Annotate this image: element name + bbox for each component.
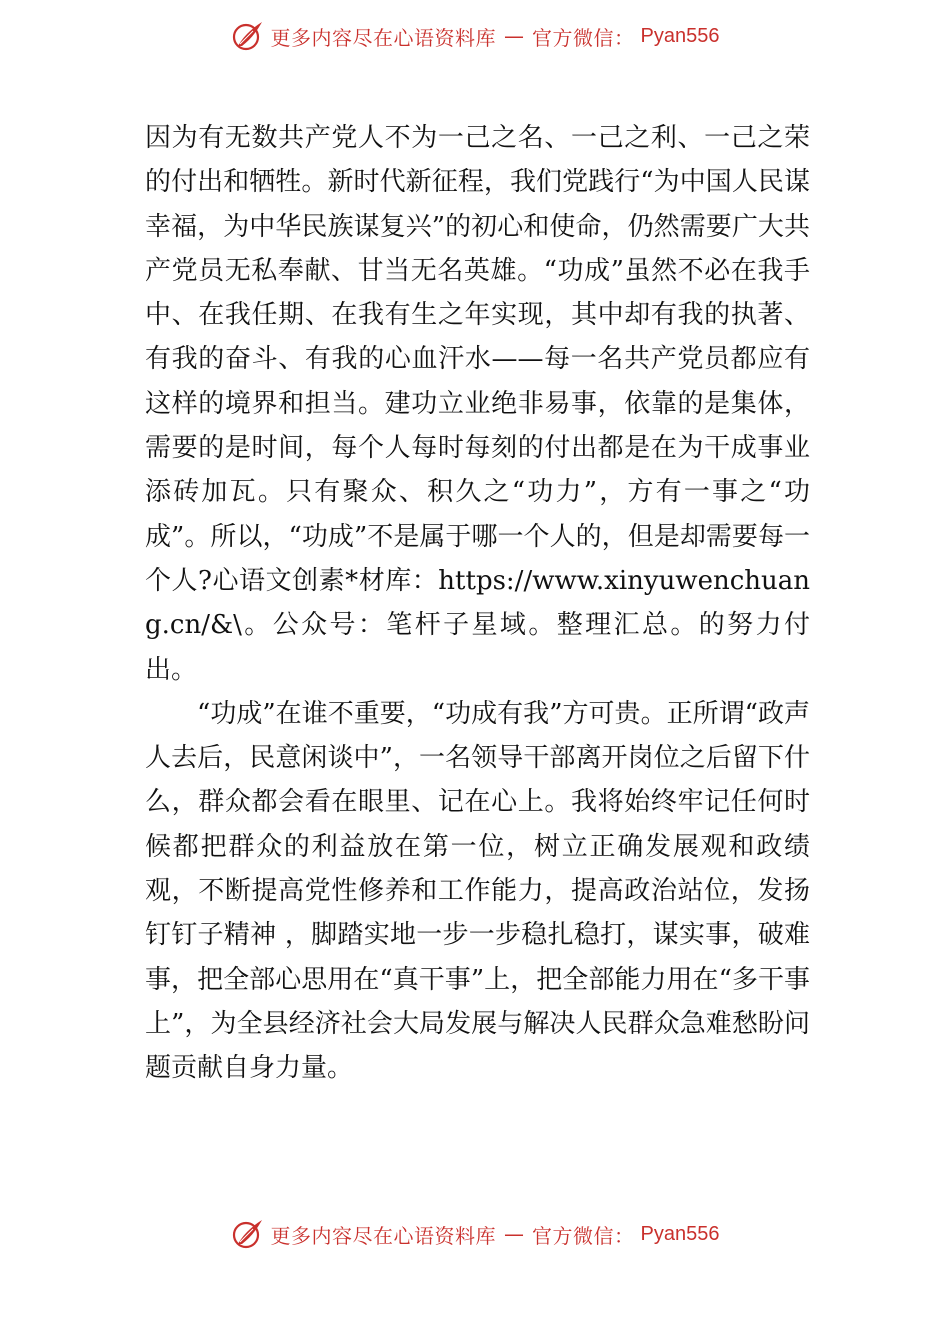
banner-wechat-id: Pyan556 — [640, 24, 720, 47]
banner-separator: — — [504, 1222, 525, 1246]
banner-title: 更多内容尽在心语资料库 — [270, 1223, 497, 1248]
paragraph-2: “功成”在谁不重要，“功成有我”方可贵。正所谓“政声人去后，民意闲谈中”，一名领导干部离开岗位之后留下什么，群众都会看在眼里、记在心上。我将始终牢记任何时候都把群众的利益放在第一位，树立正确发展观和政绩观，不断提高党性修养和工作能力，提高政治站位，发扬钉钉子精神 ，脚踏实地一步一步稳扎稳打，谋实事，破难事，把全部心思用在“真干事”上，把全部能力用在“多干事上”，为全县经济社会大局发展与解决人民群众急难愁盼问题贡献自身力量。 — [145, 698, 810, 1084]
footer-banner — [0, 1214, 950, 1254]
paragraph-1: 因为有无数共产党人不为一己之名、一己之利、一己之荣的付出和牺牲。新时代新征程，我们党践行“为中国人民谋幸福，为中华民族谋复兴”的初心和使命，仍然需要广大共产党员无私奉献、甘当无名英雄。“功成”虽然不必在我手中、在我任期、在我有生之年实现，其中却有我的执著、有我的奋斗、有我的心血汗水——每一名共产党员都应有这样的境界和担当。建功立业绝非易事，依靠的是集体，需要的是时间，每个人每时每刻的付出都是在为干成事业添砖加瓦。只有聚众、积久之“功力”，方有一事之“功成”。所以，“功成”不是属于哪一个人的，但是却需要每一个人?心语文创素*材库：https://www.xinyuwenchuang.cn/&\。公众号：笔杆子星域。整理汇总。的努力付出。 — [145, 123, 810, 685]
document-body — [145, 116, 810, 1091]
header-banner — [0, 16, 950, 56]
banner-wechat-label: 官方微信： — [532, 1223, 635, 1248]
quill-pen-logo-icon — [231, 19, 265, 53]
banner-title: 更多内容尽在心语资料库 — [270, 25, 497, 50]
banner-wechat-id: Pyan556 — [640, 1222, 720, 1245]
quill-pen-logo-icon — [231, 1217, 265, 1251]
banner-wechat-label: 官方微信： — [532, 25, 635, 50]
banner-separator: — — [504, 24, 525, 48]
